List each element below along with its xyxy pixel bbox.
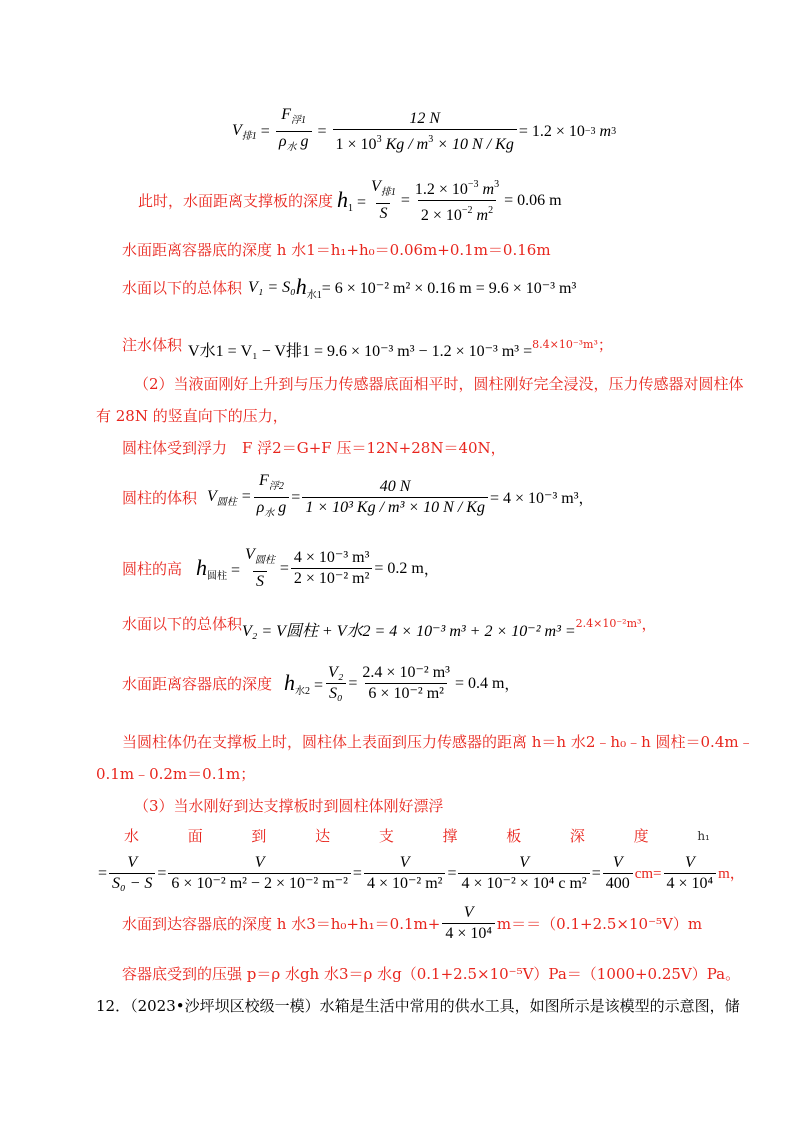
line2-fraction-2: $\frac{1.2 \times 10^{-3} m^3}{2 \times 10^{-2} m^2}$ (414, 179, 500, 224)
distance-line-1: 当圆柱体仍在支撑板上时，圆柱体上表面到压力传感器的距离 h＝h 水2﹣h₀﹣h 圆柱＝0.4m﹣ (122, 733, 754, 751)
eq1-lhs: $V_{排1}$ (232, 121, 257, 142)
part-3-heading: （3）当水刚好到达支撑板时到圆柱体刚好漂浮 (134, 797, 444, 815)
line10-fraction-2: $\frac{\text{2.4 × 10⁻² m³}}{\text{6 × 10⁻² m²}}$ (362, 664, 450, 702)
support-depth-spread-line: 水 面 到 达 支 撑 板 深 度 h₁ (124, 827, 710, 845)
part-2-line-2: 有 28N 的竖直向下的压力， (96, 407, 288, 425)
line8-fraction-1: $\frac{V_{圆柱}}{S}$ (245, 546, 275, 590)
part-2-line-1: （2）当液面刚好上升到与压力传感器底面相平时，圆柱刚好完全浸没，压力传感器对圆柱体 (134, 375, 744, 393)
distance-line-2: 0.1m﹣0.2m＝0.1m； (96, 765, 256, 783)
eq1-fraction-1: $\frac{F_{浮1}}{\rho_水 g}$ (276, 106, 312, 157)
line2-fraction-1: $\frac{V_{排1}}{S}$ (371, 178, 396, 222)
total-volume-line-2: 水面以下的总体积 V₂ = V圆柱 + V水2 = 4 × 10⁻³ m³ + 2 × 10⁻² m³ = 2.4×10⁻²m³ ， (122, 614, 657, 640)
line7-fraction-2: $\frac{40 N}{\text{1 × 10³ Kg / m³ × 10 N / Kg}}$ (302, 478, 488, 517)
cylinder-volume-line: 圆柱的体积 $V_{圆柱}$ = $\frac{F_{浮2}}{\rho_水 g}$ = $\frac{40 N}{\text{1 × 10³ Kg / m³ × 10 N / Kg}}$ = 4 × 10⁻³ m³ ， (122, 472, 594, 523)
water-depth-line: 水面距离容器底的深度 h 水1＝h₁+h₀＝0.06m+0.1m＝0.16m (122, 241, 551, 259)
equation-v-pai-1: $V_{排1}$ = $\frac{F_{浮1}}{\rho_水 g}$ = $\frac{12 N}{1 \times 10^3 Kg / m^3 \times 10 N / Kg}$ = 1.2 × 10 −3 m 3 (232, 106, 616, 157)
water-depth-line-2: 水面距离容器底的深度 $h_{水2}$ = $\frac{\text{V₂}}{\text{S₀}}$ = $\frac{\text{2.4 × 10⁻² m³}}{\text{6 × 10⁻² m²}}$ = 0.4 m ， (122, 664, 520, 702)
cylinder-height-line: 圆柱的高 $h_{圆柱}$ = $\frac{V_{圆柱}}{S}$ = $\frac{\text{4 × 10⁻³ m³}}{\text{2 × 10⁻² m²}}$ = 0.2 m ， (122, 546, 439, 590)
depth-to-support-label: 此时，水面距离支撑板的深度 (138, 191, 334, 210)
buoyancy-line: 圆柱体受到浮力 F 浮2＝G+F 压＝12N+28N＝40N， (122, 439, 506, 457)
line8-fraction-2: $\frac{\text{4 × 10⁻³ m³}}{\text{2 × 10⁻² m²}}$ (291, 549, 373, 588)
depth-to-support-line: 此时，水面距离支撑板的深度 $h_1$ = $\frac{V_{排1}}{S}$ = $\frac{1.2 \times 10^{-3} m^3}{2 \times 10^{-2} m^2}$ = 0.06 m (138, 178, 562, 224)
support-depth-equation: = $\frac{V}{\text{S₀ − S}}$ = $\frac{V}{\text{6 × 10⁻² m² − 2 × 10⁻² m⁻²}}$ = $\frac{V}{\text{4 × 10⁻² m²}}$ = $\frac{V}{\text{4 × 10⁻² × 10⁴ c m²}}$ = $\frac{V}{400}$ cm= $\frac{V}{\text{4 × 10⁴}}$ m， (98, 854, 745, 892)
total-volume-line-1: 水面以下的总体积 V₁ = S₀ $h_{水1}$ = 6 × 10⁻² m² × 0.16 m = 9.6 × 10⁻³ m³ (122, 274, 577, 301)
question-12-line: 12．（2023•沙坪坝区校级一模）水箱是生活中常用的供水工具，如图所示是该模型的示意图，储 (96, 997, 740, 1015)
eq1-fraction-2: $\frac{12 N}{1 \times 10^3 Kg / m^3 \times 10 N / Kg}$ (333, 110, 517, 154)
line10-fraction-1: $\frac{\text{V₂}}{\text{S₀}}$ (325, 664, 346, 703)
line7-fraction-1: $\frac{F_{浮2}}{\rho_水 g}$ (254, 472, 290, 523)
pressure-line: 容器底受到的压强 p＝ρ 水gh 水3＝ρ 水g（0.1+2.5×10⁻⁵V）Pa＝（1000+0.25V）Pa。 (122, 965, 741, 983)
inject-volume-line: 注水体积 V水1 = V₁ − V排1 = 9.6 × 10⁻³ m³ − 1.2 × 10⁻³ m³ = 8.4×10⁻³m³ ； (122, 335, 613, 360)
water-depth-line-3: 水面到达容器底的深度 h 水3＝h₀+h₁＝0.1m+ $\frac{V}{\text{4 × 10⁴}}$ m＝＝（0.1+2.5×10⁻⁵V）m (122, 904, 703, 942)
